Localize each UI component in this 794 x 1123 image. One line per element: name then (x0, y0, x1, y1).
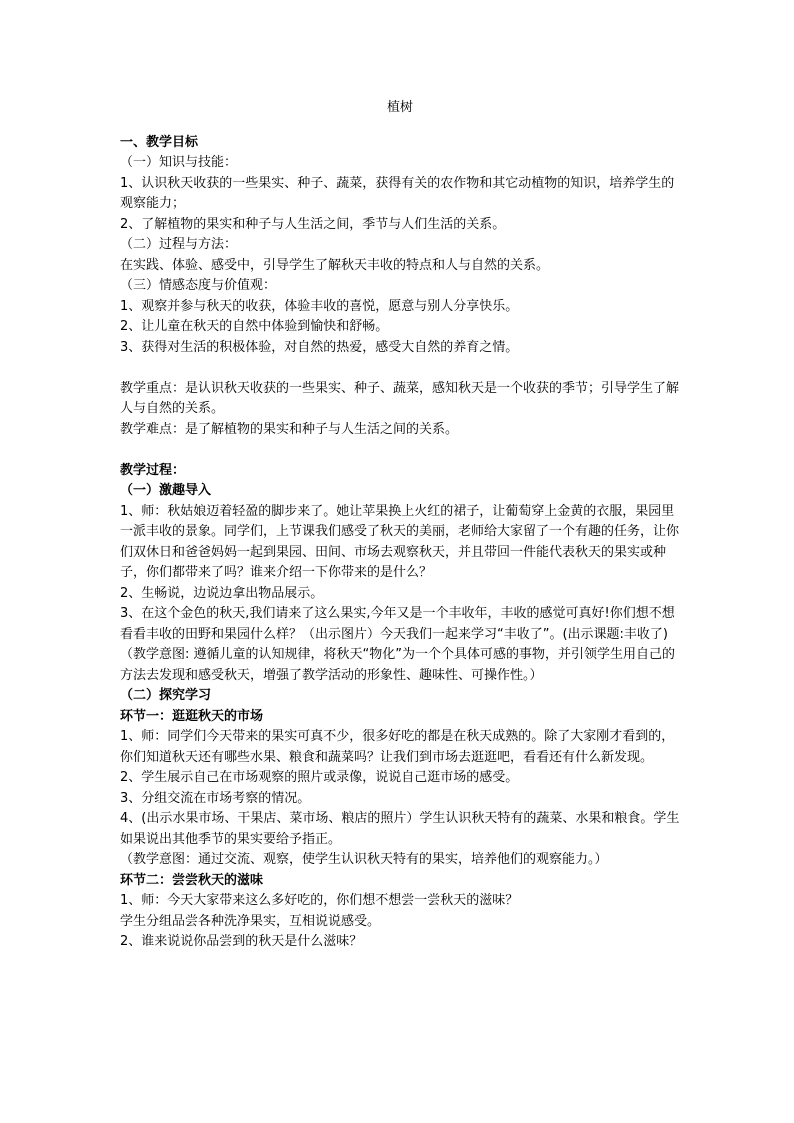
blank-line (120, 358, 680, 379)
process-method-item-1: 在实践、体验、感受中，引导学生了解秋天丰收的特点和人与自然的关系。 (120, 257, 550, 273)
intro-item-3: 3、在这个金色的秋天,我们请来了这么果实,今年又是一个丰收年，丰收的感觉可真好!你们想不想看看丰收的田野和果园什么样？（出示图片）今天我们一起来学习“丰收了”。(出示课题:丰收了) (120, 606, 675, 642)
emotion-item-2: 2、让儿童在秋天的自然中体验到愉快和舒畅。 (120, 319, 389, 334)
step1-item-4: 4、(出示水果市场、干果店、菜市场、粮店的照片）学生认识秋天特有的蔬菜、水果和粮食。学生如果说出其他季节的果实要给予指正。 (120, 811, 680, 847)
intro-intent: （教学意图: 遵循儿童的认知规律，将秋天“物化”为一个个具体可感的事物，并引领学生用自己的方法去发现和感受秋天，增强了教学活动的形象性、趣味性、可操作性。） (120, 647, 675, 683)
emotion-item-3: 3、获得对生活的积极体验，对自然的热爱，感受大自然的养育之情。 (120, 339, 519, 355)
step1-item-1: 1、师：同学们今天带来的果实可真不少，很多好吃的都是在秋天成熟的。除了大家刚才看到的，你们知道秋天还有哪些水果、粮食和蔬菜吗？让我们到市场去逛逛吧，看看还有什么新发现。 (120, 729, 675, 765)
step2-item-3: 2、谁来说说你品尝到的秋天是什么滋味？ (120, 934, 363, 949)
emotion-item-1: 1、观察并参与秋天的收获，体验丰收的喜悦，愿意与别人分享快乐。 (120, 298, 519, 314)
process-method-heading: （二）过程与方法： (120, 237, 238, 252)
step1-item-2: 2、学生展示自己在市场观察的照片或录像，说说自己逛市场的感受。 (120, 770, 519, 785)
knowledge-heading: （一）知识与技能： (120, 155, 238, 170)
explore-heading: （二）探究学习 (120, 688, 212, 703)
intro-item-1: 1、师：秋姑娘迈着轻盈的脚步来了。她让苹果换上火红的裙子，让葡萄穿上金黄的衣服，果园里一派丰收的景象。同学们，上节课我们感受了秋天的美丽，老师给大家留了一个有趣的任务，让你们双休日和爸爸妈妈一起到果园、田间、市场去观察秋天，并且带回一件能代表秋天的果实或种子，你们都带来了吗？谁来介绍一下你带来的是什么？ (120, 503, 680, 580)
step1-heading: 环节一：逛逛秋天的市场 (120, 708, 264, 724)
step1-item-3: 3、分组交流在市场考察的情况。 (120, 790, 311, 806)
document-page (120, 98, 680, 953)
knowledge-item-1: 1、认识秋天收获的一些果实、种子、蔬菜，获得有关的农作物和其它动植物的知识，培养学生的观察能力； (120, 175, 675, 211)
key-point: 教学重点：是认识秋天收获的一些果实、种子、蔬菜，感知秋天是一个收获的季节；引导学生了解人与自然的关系。 (120, 380, 680, 416)
difficulty-point: 教学难点：是了解植物的果实和种子与人生活之间的关系。 (120, 421, 459, 437)
blank-line (120, 440, 680, 461)
knowledge-item-2: 2、了解植物的果实和种子与人生活之间，季节与人们生活的关系。 (120, 216, 506, 232)
intro-item-2: 2、生畅说，边说边拿出物品展示。 (120, 585, 324, 601)
intro-heading: （一）激趣导入 (120, 483, 212, 498)
step2-heading: 环节二：尝尝秋天的滋味 (120, 872, 264, 888)
document-title: 植树 (386, 100, 413, 115)
step1-intent: （教学意图：通过交流、观察，使学生认识秋天特有的果实，培养他们的观察能力。） (120, 852, 608, 867)
emotion-heading: （三）情感态度与价值观： (120, 278, 277, 293)
teaching-process-title: 教学过程： (120, 462, 186, 478)
step2-item-1: 1、师：今天大家带来这么多好吃的，你们想不想尝一尝秋天的滋味？ (120, 893, 519, 908)
goals-heading: 一、教学目标 (120, 134, 199, 150)
step2-item-2: 学生分组品尝各种洗净果实，互相说说感受。 (120, 913, 381, 929)
